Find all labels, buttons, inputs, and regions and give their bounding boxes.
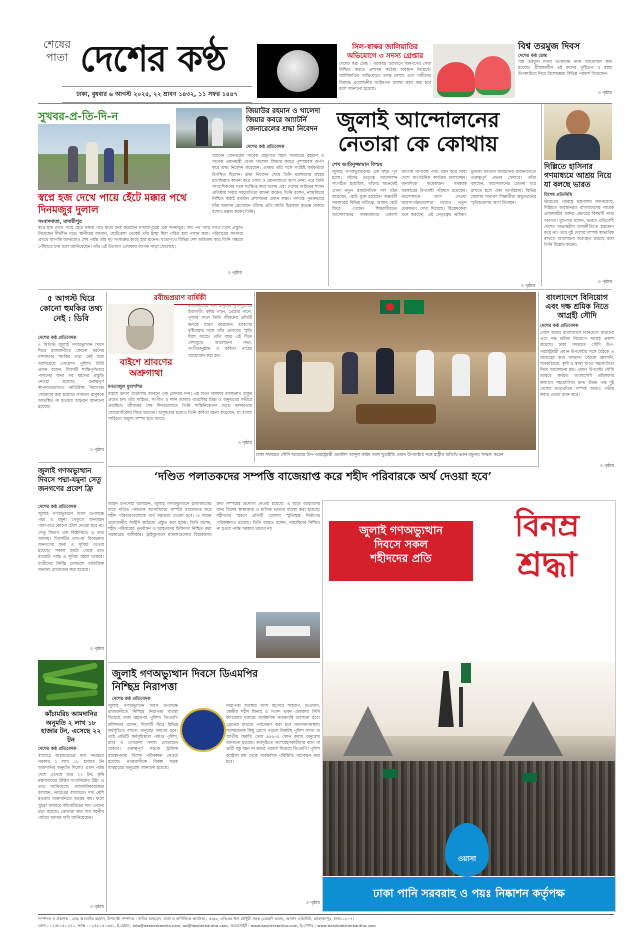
padma-continue: ৩ পৃষ্ঠায় bbox=[89, 647, 104, 652]
saudi-byline: দেশের কণ্ঠ প্রতিবেদক bbox=[540, 324, 579, 329]
zia-byline: দেশের কণ্ঠ প্রতিবেদক bbox=[246, 145, 285, 150]
modi-body: ভারতের পররাষ্ট্র মন্ত্রণালয় জানিয়েছে, দিল্লিতে অবস্থানরত বাংলাদেশের সাবেক প্রধানমন্ত্রীর বক্তব্য প্রচারের বিষয়টি তারা অবগত। মুখপাত্র বলেন, ভারত প্রতিবেশী দেশের অভ্যন্তরীণ রাজনীতিতে হস্তক্ষেপ করে না। তবে দুই দেশের সম্পর্ক স্বাভাবিক রাখতে আলোচনা অব্যাহত রয়েছে বলে তিনি উল্লেখ করেন। bbox=[544, 200, 614, 249]
ad-footer-text: ঢাকা পানি সরবরাহ ও পয়ঃ নিষ্কাশন কর্তৃপক্ষ bbox=[373, 886, 565, 900]
saudi-meeting-photo bbox=[256, 292, 536, 450]
aug5-byline: দেশের কণ্ঠ প্রতিবেদক bbox=[38, 336, 77, 341]
ad-line-2: দিবসে সকল bbox=[374, 538, 428, 551]
moon-teaser-headline: সিল-স্বাক্ষর জালিয়াতির অভিযোগে ৩ সদস্য গ্রেপ্তার bbox=[346, 42, 424, 60]
saudi-body: সৌদি আরব বাংলাদেশে বিনিয়োগ বাড়ানো এবং দক্ষ শ্রমিক নিয়োগে আগ্রহ প্রকাশ করেছে। ঢাকা সফররত সৌদি উপ-পররাষ্ট্রমন্ত্রী প্রধান উপদেষ্টার সঙ্গে বৈঠকে এ আগ্রহের কথা জানান। বৈঠকে জ্বালানি, অবকাঠামো, কৃষি ও স্বাস্থ্য খাতে সহযোগিতা নিয়ে আলোচনা হয়। প্রধান উপদেষ্টা সৌদি আরবে কর্মরত বাংলাদেশি শ্রমিকদের কল্যাণে সহযোগিতা চান। উভয় পক্ষ দুই দেশের ভ্রাতৃপ্রতিম সম্পর্ক আরও গভীর করার প্রত্যয় ব্যক্ত করে। bbox=[540, 331, 614, 399]
chili-continue: ৩ পৃষ্ঠায় bbox=[89, 905, 104, 910]
chili-photo bbox=[38, 660, 104, 706]
main-headline-line-2: নেতারা কে কোথায় bbox=[338, 131, 498, 156]
tribute-line-2: শ্রদ্ধা bbox=[517, 545, 577, 585]
chili-body: বাজারে কাঁচামরিচের দাম নিয়ন্ত্রণে সরকার ২ লাখ ১৮ হাজার টন আমদানির অনুমতি দিলেও এখন পর্যন্ত দেশে এসেছে মাত্র ২২ টন। কৃষি মন্ত্রণালয়ের উদ্ভিদ সংগনিরোধ উইং এ তথ্য জানিয়েছে। আমদানিকারকেরা বলছেন, ভারতের বাজারেও দাম বেশি হওয়ায় আমদানিতে আগ্রহ কম। ফলে খুচরা বাজারে কাঁচামরিচের দাম এখনো চড়া রয়েছে। ক্রেতারা দ্রুত দাম সহনীয় পর্যায়ে আনার দাবি জানিয়েছেন। bbox=[38, 754, 104, 822]
masthead-logo: দেশের কণ্ঠ bbox=[80, 38, 226, 80]
main-headline-line-1: জুলাই আন্দোলনের bbox=[336, 107, 500, 132]
dmp-continue: ৩ পৃষ্ঠায় bbox=[305, 901, 320, 906]
tagore-sketch bbox=[108, 304, 174, 354]
tagore-body: বাইশে শ্রাবণ বাঙালির জীবনে এক বেদনার দিন। এই দিনে বিশ্বকবি রবীন্দ্রনাথ ঠাকুর প্রয়াত হন। তাঁর সাহিত্য, সংগীত ও দর্শন আজও বাঙালির চিন্তা ও অনুভবের গভীরে প্রবাহিত। জীবনের শেষ দিনগুলোতে তিনি শান্তিনিকেতন ছেড়ে কলকাতার জোড়াসাঁকোয় ফিরে আসেন। অসুস্থতার মধ্যেও তিনি কবিতা রচনা করেছেন, যা বাংলা সাহিত্যে অমূল্য সম্পদ হয়ে আছে। bbox=[108, 392, 252, 422]
dmp-badge bbox=[180, 708, 226, 752]
dmcc-photo bbox=[256, 612, 320, 658]
modi-continue: ৩ পৃষ্ঠায় bbox=[597, 280, 612, 285]
zia-headline: জিয়াউর রহমান ও খালেদা জিয়ার কবরে আ্যাটর্নি জেনারেলের শ্রদ্ধা নিবেদন bbox=[246, 106, 321, 133]
aug5-continue: ৩ পৃষ্ঠায় bbox=[89, 448, 104, 453]
brand-bar: সুখবর-প্র-তি-দি-ন bbox=[38, 108, 170, 130]
world-teaser: বিশ্ব তরমুজ দিবস দেশের কণ্ঠ ডেস্ক বিশ্ব তরমুজ দিবস উপলক্ষে নানা আয়োজন করা হয়েছে। গ্রীষ্মকালীন এই ফলের পুষ্টিগুণ ও স্বাস্থ্য উপকারিতা নিয়ে বিশেষজ্ঞরা বিভিন্ন পরামর্শ দিয়েছেন। ৩ পৃষ্ঠায় bbox=[518, 42, 612, 96]
ad-red-block bbox=[329, 521, 473, 581]
zia-body: অ্যাটর্নি জেনারেল সাবেক রাষ্ট্রপতি শহীদ জিয়াউর রহমান ও সাবেক প্রধানমন্ত্রী বেগম খালেদা জিয়ার কবরে পুষ্পস্তবক অর্পণ করে শ্রদ্ধা নিবেদন করেছেন। এসময় তাঁর সঙ্গে সংশ্লিষ্ট কর্মকর্তারা উপস্থিত ছিলেন। শ্রদ্ধা নিবেদন শেষে তিনি মরহুমদের রুহের মাগফিরাত কামনা করে দোয়া ও মোনাজাতে অংশ নেন। পরে তিনি সাংবাদিকদের সঙ্গে সংক্ষিপ্ত কথা বলেন এবং দেশের আইনের শাসন প্রতিষ্ঠায় সবার সহযোগিতা কামনা করেন। তিনি বলেন, ন্যায়বিচার নিশ্চিত করাই বর্তমান প্রশাসনের প্রধান লক্ষ্য। গণতন্ত্র পুনরুদ্ধারে যাঁরা অবদান রেখেছেন তাঁদের প্রতি জাতি চিরকাল কৃতজ্ঞ থাকবে বলেও মন্তব্য করেন তিনি। bbox=[212, 154, 324, 215]
world-teaser-continue: ৩ পৃষ্ঠায় bbox=[597, 91, 612, 96]
newspaper-page: শেষের পাতা দেশের কণ্ঠ ঢাকা, বুধবার ৬ আগস্ট ২০২৫, ২২ শ্রাবণ ১৪৩২, ১১ সফর ১৪৪৭ সিল-স্বাক্ষর জালিয়াতির অভিযোগে ৩ সদস্য গ্রেপ্তার দেশের কণ্ঠ ডেস্ক : সরকারি উদ্যোগে জনগণের সেবা নিশ্চিত করতে প্রশাসন কঠোর অবস্থান নিয়েছে। জালিয়াতির অভিযোগে তদন্ত চলছে এবং দায়ীদের বিরুদ্ধে প্রয়োজনীয় আইনগত ব্যবস্থা গ্রহণ করা হবে বলে জানানো হয়েছে। বিশ্ব তরমুজ দিবস দেশের কণ্ঠ ডেস্ক বিশ্ব তরমুজ দিবস উপলক্ষে নানা আয়োজন করা হয়েছে। গ্রীষ্মকালীন এই ফলের পুষ্টিগুণ ও স্বাস্থ্য উপকারিতা নিয়ে বিশেষজ্ঞরা বিভিন্ন পরামর্শ দিয়েছেন। ৩ পৃষ্ঠায় সুখবর-প্র-তি-দি-ন স্বপ্নে হজ দেখে পায়ে হেঁটে মক্কার পথে দিনমজুর দুলাল সংবাদদাতা, মাদারীপুর স্বপ্নে হজ দেখে পায়ে হেঁটে মক্কার পথে যাত্রা শুরু করেছেন মাদারীপুরের এক দিনমজুর। দীর্ঘ পথ পাড়ি দিতে তিনি প্রস্তুতি নিয়েছেন দীর্ঘদিন ধরে। স্থানীয়রা জানান, ছোটবেলা থেকেই তাঁর ইচ্ছা ছিল পবিত্র হজ পালন করা। পরিবারের সদস্যরা প্রথমে আপত্তি জানালেও শেষ পর্যন্ত তাঁর দৃঢ় সংকল্পের কাছে হার মানেন। যাত্রাপথে বিভিন্ন দেশ অতিক্রম করে তিনি গন্তব্যে পৌঁছাতে চান বলে জানিয়েছেন। তাঁর এই উদ্যোগ এলাকায় ব্যাপক সাড়া ফেলেছে। ৩ পৃষ্ঠায় জিয়াউর রহমান ও খালেদা জিয়ার কবরে আ্যাটর্নি জেনারেলের শ্রদ্ধা নিবেদন দেশের কণ্ঠ প্রতিবেদক অ্যাটর্নি জেনারেল সাবেক রাষ্ট্রপতি শহীদ জিয়াউর রহমান ও সাবেক প্রধানমন্ত্রী বেগম খালেদা জিয়ার কবরে পুষ্পস্তবক অর্পণ করে শ্রদ্ধা নিবেদন করেছেন। এসময় তাঁর সঙ্গে সংশ্লিষ্ট কর্মকর্তারা উপস্থিত ছিলেন। শ্রদ্ধা নিবেদন শেষে তিনি মরহুমদের রুহের মাগফিরাত কামনা করে দোয়া ও মোনাজাতে অংশ নেন। পরে তিনি সাংবাদিকদের সঙ্গে সংক্ষিপ্ত কথা বলেন এবং দেশের আইনের শাসন প্রতিষ্ঠায় সবার সহযোগিতা কামনা করেন। তিনি বলেন, ন্যায়বিচার নিশ্চিত করাই বর্তমান প্রশাসনের প্রধান লক্ষ্য। গণতন্ত্র পুনরুদ্ধারে যাঁরা অবদান রেখেছেন তাঁদের প্রতি জাতি চিরকাল কৃতজ্ঞ থাকবে বলেও মন্তব্য করেন তিনি। জুলাই আন্দোলনের নেতারা কে কোথায় শেখ আমিনুজ্জামান বিস্ময় জুলাই গণঅভ্যুত্থানের এক বছর পূর্ণ হলো। যাঁদের নেতৃত্বে আন্দোলন সংগঠিত হয়েছিল, তাঁদের অনেকেই এখন নতুন রাজনৈতিক দল গঠন করেছেন, কেউ যুক্ত হয়েছেন অন্তর্বর্তী সরকারের বিভিন্ন দায়িত্বে, আবার কেউ ফিরে গেছেন শিক্ষাজীবনে। আন্দোলনের সমন্বয়কদের একাংশ জাতীয় নাগরিক পার্টি গঠন করে সারা দেশে সাংগঠনিক কার্যক্রম চালাচ্ছেন। অন্যদিকে কয়েকজন সমন্বয়ক সরকারের উপদেষ্টা পরিষদে রয়েছেন। আন্দোলনে অংশ নেওয়া ছাত্রসংগঠনগুলোর মধ্যেও নতুন মেরুকরণ দেখা দিয়েছে। বিশ্লেষকেরা মনে করছেন, এই নেতৃত্বের ভবিষ্যৎ ভূমিকা আগামী নির্বাচনের রাজনীতিতে গুরুত্বপূর্ণ প্রভাব ফেলবে। তাঁরা বলছেন, আন্দোলনের চেতনা ধরে রাখতে হলে ঐক্য অপরিহার্য। বিভিন্ন জেলায় সাধারণ শিক্ষার্থীরা অভ্যুত্থানের স্মৃতিচারণায় অংশ নিচ্ছেন। ৩ পৃষ্ঠায় দিল্লিতে হাসিনার গণমাধ্যমে আশ্রয় নিয়ে যা বলছে ভারত বিশেষ প্রতিনিধি ভারতের পররাষ্ট্র মন্ত্রণালয় জানিয়েছে, দিল্লিতে অবস্থানরত বাংলাদেশের সাবেক প্রধানমন্ত্রীর বক্তব্য প্রচারের বিষয়টি তারা অবগত। মুখপাত্র বলেন, ভারত প্রতিবেশী দেশের অভ্যন্তরীণ রাজনীতিতে হস্তক্ষেপ করে না। তবে দুই দেশের সম্পর্ক স্বাভাবিক রাখতে আলোচনা অব্যাহত রয়েছে বলে তিনি উল্লেখ করেন। ৩ পৃষ্ঠায় ৫ আগস্ট ঘিরে কোনো হুমকির তথ্য নেই : ডিবি দেশের কণ্ঠ প্রতিবেদক ৫ আগস্ট জুলাই গণঅভ্যুত্থান দিবস ঘিরে রাজধানীতে কোনো ধরনের নাশকতার হুমকির তথ্য নেই বলে জানিয়েছে গোয়েন্দা পুলিশ। ডিবি প্রধান বলেন, দিবসটি শান্তিপূর্ণভাবে পালনের জন্য সব ধরনের প্রস্তুতি নেওয়া হয়েছে। গুরুত্বপূর্ণ স্থাপনাগুলোতে অতিরিক্ত নিরাপত্তা জোরদার করা হয়েছে। সাধারণ মানুষকে আতঙ্কিত না হওয়ার আহ্বান জানানো হয়েছে। ৩ পৃষ্ঠায় রবীন্দ্রপ্রয়াণ বার্ষিকী বাইশে শ্রাবণের অশ্রুগাথা মনতাজুল মুবাশশির বাইশে শ্রাবণ বাঙালির জীবনে এক বেদনার দিন। এই দিনে বিশ্বকবি রবীন্দ্রনাথ ঠাকুর প্রয়াত হন। তাঁর সাহিত্য, সংগীত ও দর্শন আজও বাঙালির চিন্তা ও অনুভবের গভীরে প্রবাহিত। জীবনের শেষ দিনগুলোতে তিনি শান্তিনিকেতন ছেড়ে কলকাতার জোড়াসাঁকোয় ফিরে আসেন। অসুস্থতার মধ্যেও তিনি কবিতা রচনা করেছেন, যা বাংলা সাহিত্যে অমূল্য সম্পদ হয়ে আছে। রবীন্দ্রনাথের গান মানুষের সুখ-দুঃখের চিরসাথী। বর্ষার গানে, প্রেমের গানে, পূজার গানে তিনি জীবনের প্রতিটি ক্ষণকে ধারণ করেছেন। শ্রাবণের বৃষ্টিধারার সঙ্গে তাঁর প্রয়াণের স্মৃতি মিশে আছে। প্রতি বছর এই দিনে দেশজুড়ে আলোচনা সভা, সংগীতানুষ্ঠান ও কবিতা পাঠের আয়োজন করা হয়। ৩ পৃষ্ঠায় ঢাকা সফররত সৌদি আরবের উপ-পররাষ্ট্রমন্ত্রী ওয়ালিদ আব্দুল করিম আল খুরাইজি প্রধান উপদেষ্টার সঙ্গে রাষ্ট্রীয় অতিথি ভবন যমুনায় সাক্ষাৎ করেন বাংলাদেশে বিনিয়োগ এবং দক্ষ শ্রমিক নিতে আগ্রহী সৌদি দেশের কণ্ঠ প্রতিবেদক সৌদি আরব বাংলাদেশে বিনিয়োগ বাড়ানো এবং দক্ষ শ্রমিক নিয়োগে আগ্রহ প্রকাশ করেছে। ঢাকা সফররত সৌদি উপ-পররাষ্ট্রমন্ত্রী প্রধান উপদেষ্টার সঙ্গে বৈঠকে এ আগ্রহের কথা জানান। বৈঠকে জ্বালানি, অবকাঠামো, কৃষি ও স্বাস্থ্য খাতে সহযোগিতা নিয়ে আলোচনা হয়। প্রধান উপদেষ্টা সৌদি আরবে কর্মরত বাংলাদেশি শ্রমিকদের কল্যাণে সহযোগিতা চান। উভয় পক্ষ দুই দেশের ভ্রাতৃপ্রতিম সম্পর্ক আরও গভীর করার প্রত্যয় ব্যক্ত করে। ৩ পৃষ্ঠায় ‘দণ্ডিত পলাতকদের সম্পত্তি বাজেয়াপ্ত করে শহীদ পরিবারকে অর্থ দেওয়া হবে’ আইন উপদেষ্টা বলেছেন, জুলাই গণঅভ্যুত্থানে হত্যাকাণ্ডের দায়ে দণ্ডিত পলাতক আসামিদের সম্পত্তি বাজেয়াপ্ত করে শহীদ পরিবারগুলোকে অর্থ সহায়তা দেওয়া হবে। এ লক্ষ্যে প্রয়োজনীয় আইনি কাঠামো প্রস্তুত করা হচ্ছে। তিনি বলেন, শহীদ পরিবারের পুনর্বাসন ও আহতদের চিকিৎসা নিশ্চিত করা সরকারের অঙ্গীকার। ট্রাইব্যুনালে মামলাগুলোর বিচারকাজ দ্রুত সম্পন্নের উদ্যোগ নেওয়া হয়েছে। এ ছাড়া আহতদের জন্য বিশেষ স্বাস্থ্যকার্ড ও মাসিক ভাতার ব্যবস্থা করা হয়েছে। শহীদদের স্মরণে প্রতিটি জেলায় স্মৃতিস্তম্ভ নির্মাণের পরিকল্পনাও রয়েছে। তিনি আরও বলেন, ন্যায়বিচার নিশ্চিত না হওয়া পর্যন্ত সরকার থামবে না। জুলাই গণঅভ্যুত্থান দিবসে পদ্মা-যমুনা সেতু জনগণের প্রবেশ ফ্রি দেশের কণ্ঠ প্রতিবেদক জুলাই গণঅভ্যুত্থান দিবস উপলক্ষে পদ্মা ও যমুনা সেতুতে যানবাহন পারাপারে কোনো টোল নেওয়া হবে না। সেতু বিভাগ এক বিজ্ঞপ্তিতে এ তথ্য জানায়। দিবসটির তাৎপর্য বিবেচনায় জনগণের জন্য এ সুবিধা দেওয়া হয়েছে। সকাল ছয়টা থেকে রাত বারোটা পর্যন্ত এ সুবিধা বহাল থাকবে। যাত্রীদের নির্বিঘ্ন চলাচলে অতিরিক্ত জনবল মোতায়েন করা হয়েছে। ৩ পৃষ্ঠায় কাঁচামরিচ আমদানির অনুমতি ২ লাখ ১৮ হাজার টন, এসেছে ২২ টন দেশের কণ্ঠ প্রতিবেদক বাজারে কাঁচামরিচের দাম নিয়ন্ত্রণে সরকার ২ লাখ ১৮ হাজার টন আমদানির অনুমতি দিলেও এখন পর্যন্ত দেশে এসেছে মাত্র ২২ টন। কৃষি মন্ত্রণালয়ের উদ্ভিদ সংগনিরোধ উইং এ তথ্য জানিয়েছে। আমদানিকারকেরা বলছেন, ভারতের বাজারেও দাম বেশি হওয়ায় আমদানিতে আগ্রহ কম। ফলে খুচরা বাজারে কাঁচামরিচের দাম এখনো চড়া রয়েছে। ক্রেতারা দ্রুত দাম সহনীয় পর্যায়ে আনার দাবি জানিয়েছেন। ৩ পৃষ্ঠায় জুলাই গণঅভ্যুত্থান দিবসে ডিএমপির নিশ্ছিদ্র নিরাপত্তা দেশের কণ্ঠ প্রতিবেদক জুলাই গণঅভ্যুত্থান দিবস উপলক্ষে রাজধানীতে নিশ্ছিদ্র নিরাপত্তা ব্যবস্থা নিয়েছে ঢাকা মহানগর পুলিশ। ডিএমপি কমিশনার বলেন, দিবসটি ঘিরে বিভিন্ন কর্মসূচিতে লাখো মানুষের সমাগম হবে। তাই প্রতিটি কর্মসূচিস্থলে পর্যাপ্ত পুলিশ, র‍্যাব ও গোয়েন্দা সদস্য মোতায়েন থাকবে। গুরুত্বপূর্ণ সড়কে ট্রাফিক ব্যবস্থাপনায় বিশেষ পরিকল্পনা নেওয়া হয়েছে। নগরবাসীকে বিকল্প সড়ক ব্যবহারের অনুরোধ জানানো হয়েছে। নিরাপত্তা ব্যবস্থার অংশ হিসেবে শাহবাগ, টিএসসি, কেন্দ্রীয় শহীদ মিনার ও সংসদ ভবন এলাকায় সিসি ক্যামেরার মাধ্যমে সার্বক্ষণিক নজরদারি চালানো হবে। ড্রোনের মাধ্যমে পর্যবেক্ষণ করা হবে জনসমাগমস্থল। সন্দেহজনক কিছু চোখে পড়লে নিকটস্থ পুলিশ সদস্য বা জাতীয় জরুরি সেবা ৯৯৯-এ ফোন করার অনুরোধ জানানো হয়েছে। কর্মসূচিতে অংশগ্রহণকারীদের ব্যাগ বা ভারী বস্তু বহন না করার পরামর্শ দিয়েছে ডিএমপি। পুলিশ কন্ট্রোল রুম থেকে সার্বক্ষণিক পরিস্থিতি পর্যবেক্ষণ করা হবে। ৩ পৃষ্ঠায় জুলাই গণঅভ্যুত্থান দিবসে সকল শহীদদের প্রতি বিনম্র শ্রদ্ধা ওয়াসা ঢাকা পানি সরবরাহ ও পয়ঃ নিষ্কাশন কর্তৃপক্ষ সম্পাদক ও প্রকাশক : মোঃ আতাউর রহমান, উপদেষ্টা সম্পাদক : নাসির আহমেদ, বার্তা ও বাণিজ্যিক কার্যালয় : ৫৩/৩, এভিএম খান চৌধুরী সড়ক (মেহেদি ভবন), আসাদ এভিনিউ, মোহাম্মদপুর, ঢাকা-১২০৭। ফোন : ০২৫৮১৫১২৭১, ফ্যাক্স : ০২৫৮১৫১৩৬১, ই-মেইল : info@desherkantha.com, ad@desherkantha.com, ওয়েবসাইট : www.desherkantha.com, ই-পেপার : www.dainikdesherkantha.com bbox=[0, 0, 640, 941]
hajj-body: স্বপ্নে হজ দেখে পায়ে হেঁটে মক্কার পথে যাত্রা শুরু করেছেন মাদারীপুরের এক দিনমজুর। দীর্ঘ পথ পাড়ি দিতে তিনি প্রস্তুতি নিয়েছেন দীর্ঘদিন ধরে। স্থানীয়রা জানান, ছোটবেলা থেকেই তাঁর ইচ্ছা ছিল পবিত্র হজ পালন করা। পরিবারের সদস্যরা প্রথমে আপত্তি জানালেও শেষ পর্যন্ত তাঁর দৃঢ় সংকল্পের কাছে হার মানেন। যাত্রাপথে বিভিন্ন দেশ অতিক্রম করে তিনি গন্তব্যে পৌঁছাতে চান বলে জানিয়েছেন। তাঁর এই উদ্যোগ এলাকায় ব্যাপক সাড়া ফেলেছে। bbox=[38, 226, 243, 250]
dmp-headline: জুলাই গণঅভ্যুত্থান দিবসে ডিএমপির নিশ্ছিদ্র নিরাপত্তা bbox=[112, 669, 258, 693]
world-teaser-byline: দেশের কণ্ঠ ডেস্ক bbox=[518, 54, 547, 59]
moon-photo bbox=[257, 44, 337, 98]
main-body: জুলাই গণঅভ্যুত্থানের এক বছর পূর্ণ হলো। যাঁদের নেতৃত্বে আন্দোলন সংগঠিত হয়েছিল, তাঁদের অনেকেই এখন নতুন রাজনৈতিক দল গঠন করেছেন, কেউ যুক্ত হয়েছেন অন্তর্বর্তী সরকারের বিভিন্ন দায়িত্বে, আবার কেউ ফিরে গেছেন শিক্ষাজীবনে। আন্দোলনের সমন্বয়কদের একাংশ জাতীয় নাগরিক পার্টি গঠন করে সারা দেশে সাংগঠনিক কার্যক্রম চালাচ্ছেন। অন্যদিকে কয়েকজন সমন্বয়ক সরকারের উপদেষ্টা পরিষদে রয়েছেন। আন্দোলনে অংশ নেওয়া ছাত্রসংগঠনগুলোর মধ্যেও নতুন মেরুকরণ দেখা দিয়েছে। বিশ্লেষকেরা মনে করছেন, এই নেতৃত্বের ভবিষ্যৎ ভূমিকা আগামী নির্বাচনের রাজনীতিতে গুরুত্বপূর্ণ প্রভাব ফেলবে। তাঁরা বলছেন, আন্দোলনের চেতনা ধরে রাখতে হলে ঐক্য অপরিহার্য। বিভিন্ন জেলায় সাধারণ শিক্ষার্থীরা অভ্যুত্থানের স্মৃতিচারণায় অংশ নিচ্ছেন। bbox=[332, 170, 536, 219]
quote-body: আইন উপদেষ্টা বলেছেন, জুলাই গণঅভ্যুত্থানে হত্যাকাণ্ডের দায়ে দণ্ডিত পলাতক আসামিদের সম্পত্তি বাজেয়াপ্ত করে শহীদ পরিবারগুলোকে অর্থ সহায়তা দেওয়া হবে। এ লক্ষ্যে প্রয়োজনীয় আইনি কাঠামো প্রস্তুত করা হচ্ছে। তিনি বলেন, শহীদ পরিবারের পুনর্বাসন ও আহতদের চিকিৎসা নিশ্চিত করা সরকারের অঙ্গীকার। ট্রাইব্যুনালে মামলাগুলোর বিচারকাজ দ্রুত সম্পন্নের উদ্যোগ নেওয়া হয়েছে। এ ছাড়া আহতদের জন্য বিশেষ স্বাস্থ্যকার্ড ও মাসিক ভাতার ব্যবস্থা করা হয়েছে। শহীদদের স্মরণে প্রতিটি জেলায় স্মৃতিস্তম্ভ নির্মাণের পরিকল্পনাও রয়েছে। তিনি আরও বলেন, ন্যায়বিচার নিশ্চিত না হওয়া পর্যন্ত সরকার থামবে না। bbox=[108, 502, 320, 539]
tribute-line-1: বিনম্র bbox=[514, 509, 580, 544]
ad-line-3: শহীদদের প্রতি bbox=[370, 552, 432, 565]
ad-line-1: জুলাই গণঅভ্যুত্থান bbox=[359, 524, 443, 537]
padma-headline: জুলাই গণঅভ্যুত্থান দিবসে পদ্মা-যমুনা সেতু জনগণের প্রবেশ ফ্রি bbox=[38, 466, 102, 493]
chili-headline: কাঁচামরিচ আমদানির অনুমতি ২ লাখ ১৮ হাজার টন, এসেছে ২২ টন bbox=[41, 710, 101, 744]
aug5-body: ৫ আগস্ট জুলাই গণঅভ্যুত্থান দিবস ঘিরে রাজধানীতে কোনো ধরনের নাশকতার হুমকির তথ্য নেই বলে জানিয়েছে গোয়েন্দা পুলিশ। ডিবি প্রধান বলেন, দিবসটি শান্তিপূর্ণভাবে পালনের জন্য সব ধরনের প্রস্তুতি নেওয়া হয়েছে। গুরুত্বপূর্ণ স্থাপনাগুলোতে অতিরিক্ত নিরাপত্তা জোরদার করা হয়েছে। সাধারণ মানুষকে আতঙ্কিত না হওয়ার আহ্বান জানানো হয়েছে। bbox=[38, 343, 104, 411]
tagore-continue: ৩ পৃষ্ঠায় bbox=[237, 441, 252, 446]
dmp-body: জুলাই গণঅভ্যুত্থান দিবস উপলক্ষে রাজধানীতে নিশ্ছিদ্র নিরাপত্তা ব্যবস্থা নিয়েছে ঢাকা মহানগর পুলিশ। ডিএমপি কমিশনার বলেন, দিবসটি ঘিরে বিভিন্ন কর্মসূচিতে লাখো মানুষের সমাগম হবে। তাই প্রতিটি কর্মসূচিস্থলে পর্যাপ্ত পুলিশ, র‍্যাব ও গোয়েন্দা সদস্য মোতায়েন থাকবে। গুরুত্বপূর্ণ সড়কে ট্রাফিক ব্যবস্থাপনায় বিশেষ পরিকল্পনা নেওয়া হয়েছে। নগরবাসীকে বিকল্প সড়ক ব্যবহারের অনুরোধ জানানো হয়েছে। bbox=[108, 704, 178, 772]
hajj-byline: সংবাদদাতা, মাদারীপুর bbox=[38, 219, 82, 225]
hajj-continue: ৩ পৃষ্ঠায় bbox=[227, 271, 242, 276]
kicker-line-2: পাতা bbox=[45, 51, 69, 64]
padma-body: জুলাই গণঅভ্যুত্থান দিবস উপলক্ষে পদ্মা ও যমুনা সেতুতে যানবাহন পারাপারে কোনো টোল নেওয়া হবে না। সেতু বিভাগ এক বিজ্ঞপ্তিতে এ তথ্য জানায়। দিবসটির তাৎপর্য বিবেচনায় জনগণের জন্য এ সুবিধা দেওয়া হয়েছে। সকাল ছয়টা থেকে রাত বারোটা পর্যন্ত এ সুবিধা বহাল থাকবে। যাত্রীদের নির্বিঘ্ন চলাচলে অতিরিক্ত জনবল মোতায়েন করা হয়েছে। bbox=[38, 512, 104, 573]
tribute-calligraphy bbox=[483, 509, 611, 585]
aug5-headline: ৫ আগস্ট ঘিরে কোনো হুমকির তথ্য নেই : ডিবি bbox=[39, 293, 103, 323]
chili-byline: দেশের কণ্ঠ প্রতিবেদক bbox=[38, 747, 77, 752]
watermelon-photo bbox=[433, 44, 515, 98]
hajj-headline: স্বপ্নে হজ দেখে পায়ে হেঁটে মক্কার পথে দিনমজুর দুলাল bbox=[38, 193, 187, 216]
tagore-byline: মনতাজুল মুবাশশির bbox=[108, 385, 143, 390]
modi-byline: বিশেষ প্রতিনিধি bbox=[544, 193, 573, 198]
imprint-line-1: সম্পাদক ও প্রকাশক : মোঃ আতাউর রহমান, উপদেষ্টা সম্পাদক : নাসির আহমেদ, বার্তা ও বাণিজ্যিক কার্যালয় : ৫৩/৩, এভিএম খান চৌধুরী সড়ক (মেহেদি ভবন), আসাদ এভিনিউ, মোহাম্মদপুর, ঢাকা-১২০৭। bbox=[38, 916, 354, 921]
kicker-line-1: শেষের bbox=[43, 38, 71, 51]
zia-photo bbox=[176, 108, 242, 148]
official-portrait bbox=[544, 104, 612, 160]
tribute-advertisement bbox=[322, 500, 616, 912]
imprint-line-2: ফোন : ০২৫৮১৫১২৭১, ফ্যাক্স : ০২৫৮১৫১৩৬১, ই-মেইল : info@desherkantha.com, ad@desherkantha.com, ওয়েবসাইট : www.desherkantha.com, ই-পেপার : www.dainikdesherkantha.com bbox=[38, 923, 376, 928]
saudi-continue: ৩ পৃষ্ঠায় bbox=[599, 464, 614, 469]
masthead-kicker bbox=[38, 38, 76, 64]
quote-headline: ‘দণ্ডিত পলাতকদের সম্পত্তি বাজেয়াপ্ত করে শহীদ পরিবারকে অর্থ দেওয়া হবে’ bbox=[154, 470, 492, 483]
tagore-section-label: রবীন্দ্রপ্রয়াণ বার্ষিকী bbox=[108, 292, 252, 305]
ad-footer-bar bbox=[323, 877, 615, 911]
saudi-photo-caption: ঢাকা সফররত সৌদি আরবের উপ-পররাষ্ট্রমন্ত্রী ওয়ালিদ আব্দুল করিম আল খুরাইজি প্রধান উপদেষ্টার সঙ্গে রাষ্ট্রীয় অতিথি ভবন যমুনায় সাক্ষাৎ করেন bbox=[256, 453, 504, 458]
dmp-byline: দেশের কণ্ঠ প্রতিবেদক bbox=[112, 697, 151, 702]
moon-teaser: সিল-স্বাক্ষর জালিয়াতির অভিযোগে ৩ সদস্য গ্রেপ্তার দেশের কণ্ঠ ডেস্ক : সরকারি উদ্যোগে জনগণের সেবা নিশ্চিত করতে প্রশাসন কঠোর অবস্থান নিয়েছে। জালিয়াতির অভিযোগে তদন্ত চলছে এবং দায়ীদের বিরুদ্ধে প্রয়োজনীয় আইনগত ব্যবস্থা গ্রহণ করা হবে বলে জানানো হয়েছে। bbox=[339, 42, 431, 92]
dateline: ঢাকা, বুধবার ৬ আগস্ট ২০২৫, ২২ শ্রাবণ ১৪৩২, ১১ সফর ১৪৪৭ bbox=[62, 86, 252, 103]
tagore-headline: বাইশে শ্রাবণের অশ্রুগাথা bbox=[119, 358, 173, 379]
modi-headline: দিল্লিতে হাসিনার গণমাধ্যমে আশ্রয় নিয়ে যা বলছে ভারত bbox=[544, 162, 612, 189]
main-byline: শেখ আমিনুজ্জামান বিস্ময় bbox=[332, 162, 383, 168]
saudi-headline: বাংলাদেশে বিনিয়োগ এবং দক্ষ শ্রমিক নিতে আগ্রহী সৌদি bbox=[545, 293, 609, 320]
main-continue: ৩ পৃষ্ঠায় bbox=[520, 284, 535, 289]
wasa-logo-text: ওয়াসা bbox=[458, 855, 476, 863]
world-teaser-headline: বিশ্ব তরমুজ দিবস bbox=[518, 42, 580, 52]
padma-byline: দেশের কণ্ঠ প্রতিবেদক bbox=[38, 505, 77, 510]
hajj-photo bbox=[38, 124, 170, 190]
